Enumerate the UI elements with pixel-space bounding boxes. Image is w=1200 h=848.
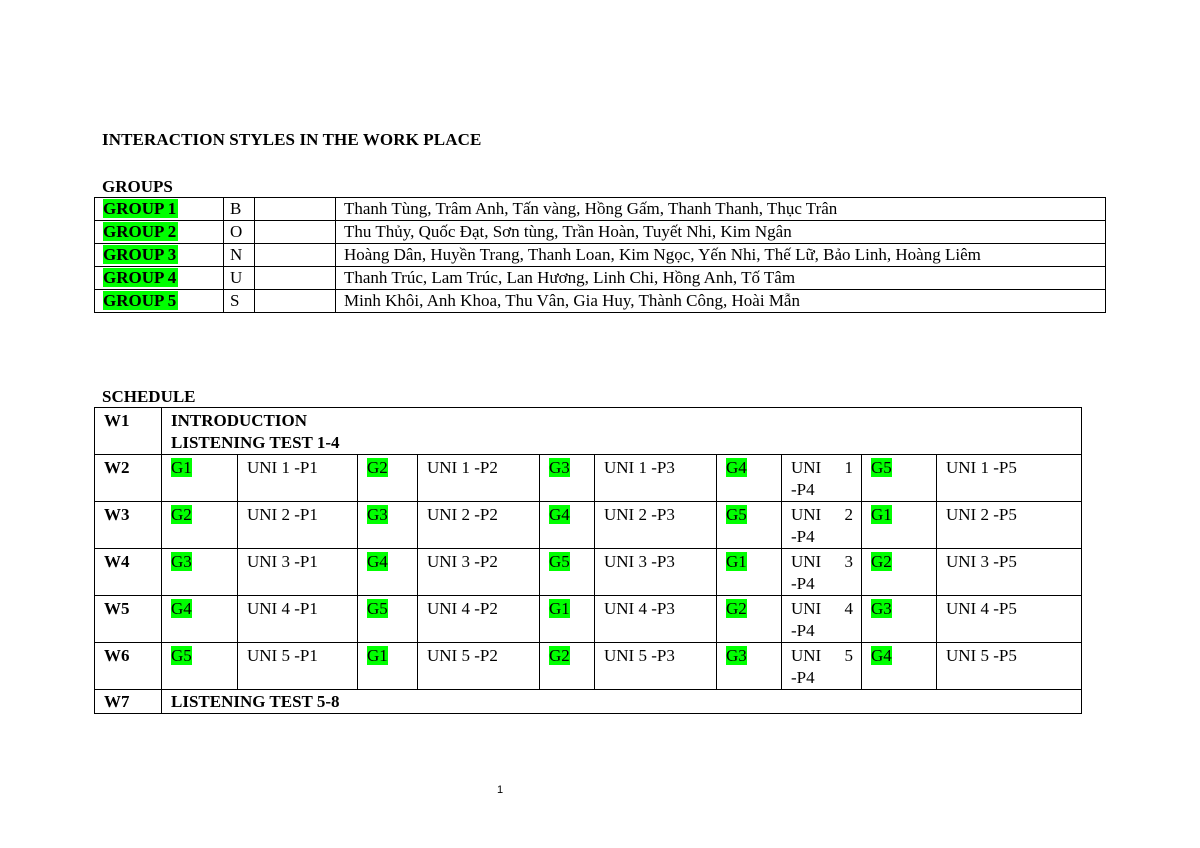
group-code: G1 — [871, 505, 892, 524]
unit-part: -P4 — [791, 668, 815, 687]
unit-word: UNI — [791, 552, 822, 571]
groups-heading: GROUPS — [102, 177, 173, 196]
unit-label: UNI 2 -P5 — [946, 505, 1017, 524]
bonus-letter-cell — [224, 244, 255, 267]
group-code-cell — [540, 455, 595, 502]
unit-cell — [238, 455, 358, 502]
unit-cell — [595, 455, 717, 502]
group-code: G1 — [726, 552, 747, 571]
unit-cell — [782, 596, 862, 643]
unit-cell — [782, 502, 862, 549]
unit-number: 2 — [844, 505, 853, 524]
group-row — [95, 221, 1106, 244]
unit-label: UNI 1 -P1 — [247, 458, 318, 477]
group-code: G3 — [171, 552, 192, 571]
unit-label: UNI 3 -P1 — [247, 552, 318, 571]
unit-cell — [418, 502, 540, 549]
bonus-score-cell — [255, 221, 336, 244]
week-label: W3 — [95, 502, 162, 549]
unit-cell — [418, 455, 540, 502]
group-code: G1 — [549, 599, 570, 618]
group-code: G4 — [726, 458, 747, 477]
group-code-cell — [358, 596, 418, 643]
group-code: G5 — [367, 599, 388, 618]
unit-label: UNI 5 -P2 — [427, 646, 498, 665]
group-members: Minh Khôi, Anh Khoa, Thu Vân, Gia Huy, Thành Công, Hoài Mẫn — [336, 290, 1106, 313]
unit-part: -P4 — [791, 527, 815, 546]
group-code: G3 — [549, 458, 570, 477]
unit-label: UNI 3 -P5 — [946, 552, 1017, 571]
group-code-cell — [162, 643, 238, 690]
group-code: G4 — [367, 552, 388, 571]
unit-cell — [782, 643, 862, 690]
week-label: W1 — [95, 408, 162, 455]
unit-word: UNI — [791, 505, 822, 524]
groups-table — [94, 197, 1106, 313]
unit-label: UNI 5 -P5 — [946, 646, 1017, 665]
unit-number: 5 — [844, 646, 853, 665]
group-code: G2 — [171, 505, 192, 524]
group-code: G4 — [549, 505, 570, 524]
bonus-score-cell — [255, 198, 336, 221]
week-activity: LISTENING TEST 5-8 — [162, 690, 1082, 714]
unit-label: UNI 2 -P3 — [604, 505, 675, 524]
group-code: G2 — [549, 646, 570, 665]
unit-cell — [238, 549, 358, 596]
unit-part: -P4 — [791, 574, 815, 593]
group-code: G1 — [367, 646, 388, 665]
unit-cell — [595, 549, 717, 596]
group-row — [95, 290, 1106, 313]
group-members: Hoàng Dân, Huyền Trang, Thanh Loan, Kim Ngọc, Yến Nhi, Thế Lữ, Bảo Linh, Hoàng Liêm — [336, 244, 1106, 267]
page-number: 1 — [497, 784, 504, 796]
schedule-row-w1 — [95, 408, 1082, 455]
unit-label: UNI 4 -P3 — [604, 599, 675, 618]
week-label: W4 — [95, 549, 162, 596]
bonus-letter-cell — [224, 198, 255, 221]
activity-line: INTRODUCTION — [171, 411, 308, 430]
group-code: G4 — [171, 599, 192, 618]
unit-part: -P4 — [791, 621, 815, 640]
group-code-cell — [540, 502, 595, 549]
unit-cell — [782, 455, 862, 502]
unit-cell — [418, 643, 540, 690]
group-code-cell — [162, 455, 238, 502]
group-members: Thanh Tùng, Trâm Anh, Tấn vàng, Hồng Gấm, Thanh Thanh, Thục Trân — [336, 198, 1106, 221]
group-code-cell — [717, 643, 782, 690]
unit-label: UNI 1 -P5 — [946, 458, 1017, 477]
unit-number: 3 — [844, 552, 853, 571]
group-code-cell — [717, 502, 782, 549]
unit-label: UNI 2 -P2 — [427, 505, 498, 524]
bonus-letter: N — [230, 245, 243, 264]
group-row — [95, 198, 1106, 221]
group-code: G2 — [726, 599, 747, 618]
group-name-cell — [95, 290, 224, 313]
unit-number: 1 — [844, 458, 853, 477]
unit-word: UNI — [791, 458, 822, 477]
group-code: G5 — [871, 458, 892, 477]
bonus-letter-cell — [224, 221, 255, 244]
group-code: G1 — [171, 458, 192, 477]
activity-line: LISTENING TEST 1-4 — [171, 433, 340, 452]
group-row — [95, 267, 1106, 290]
group-code: G5 — [549, 552, 570, 571]
group-code: G3 — [871, 599, 892, 618]
schedule-row-w4 — [95, 549, 1082, 596]
schedule-row-w6 — [95, 643, 1082, 690]
group-code-cell — [717, 455, 782, 502]
group-code-cell — [358, 502, 418, 549]
group-code-cell — [862, 643, 937, 690]
week-label: W2 — [95, 455, 162, 502]
group-code: G4 — [871, 646, 892, 665]
group-name-cell — [95, 267, 224, 290]
bonus-letter: B — [230, 199, 242, 218]
group-code-cell — [162, 502, 238, 549]
group-code-cell — [862, 455, 937, 502]
unit-cell — [937, 455, 1082, 502]
group-members: Thanh Trúc, Lam Trúc, Lan Hương, Linh Chi, Hồng Anh, Tố Tâm — [336, 267, 1106, 290]
bonus-score-cell — [255, 290, 336, 313]
schedule-row-w5 — [95, 596, 1082, 643]
group-code-cell — [358, 549, 418, 596]
bonus-letter-cell — [224, 290, 255, 313]
group-members: Thu Thủy, Quốc Đạt, Sơn tùng, Trần Hoàn, Tuyết Nhi, Kim Ngân — [336, 221, 1106, 244]
group-code: G3 — [726, 646, 747, 665]
schedule-heading: SCHEDULE — [102, 387, 196, 406]
week-label: W5 — [95, 596, 162, 643]
unit-word: UNI — [791, 599, 822, 618]
unit-number: 4 — [844, 599, 853, 618]
group-name-cell — [95, 244, 224, 267]
unit-label: UNI 3 -P3 — [604, 552, 675, 571]
bonus-letter-cell — [224, 267, 255, 290]
week-label: W6 — [95, 643, 162, 690]
group-code: G5 — [171, 646, 192, 665]
group-code-cell — [717, 596, 782, 643]
unit-cell — [595, 643, 717, 690]
unit-label: UNI 2 -P1 — [247, 505, 318, 524]
unit-label: UNI 4 -P1 — [247, 599, 318, 618]
unit-cell — [937, 596, 1082, 643]
unit-label: UNI 5 -P3 — [604, 646, 675, 665]
schedule-table — [94, 407, 1082, 714]
unit-label: UNI 1 -P2 — [427, 458, 498, 477]
unit-cell — [937, 549, 1082, 596]
unit-cell — [595, 502, 717, 549]
group-code-cell — [358, 643, 418, 690]
group-code-cell — [358, 455, 418, 502]
group-name: GROUP 5 — [103, 291, 177, 310]
group-code: G5 — [726, 505, 747, 524]
group-name: GROUP 1 — [103, 199, 177, 218]
week-label: W7 — [95, 690, 162, 714]
group-name: GROUP 2 — [103, 222, 177, 241]
unit-label: UNI 3 -P2 — [427, 552, 498, 571]
unit-label: UNI 4 -P2 — [427, 599, 498, 618]
unit-word: UNI — [791, 646, 822, 665]
group-code-cell — [540, 643, 595, 690]
unit-cell — [782, 549, 862, 596]
group-code-cell — [162, 596, 238, 643]
unit-cell — [238, 502, 358, 549]
unit-cell — [418, 596, 540, 643]
group-code-cell — [862, 549, 937, 596]
schedule-row-w7 — [95, 690, 1082, 714]
bonus-score-cell — [255, 244, 336, 267]
unit-label: UNI 1 -P3 — [604, 458, 675, 477]
unit-cell — [418, 549, 540, 596]
schedule-row-w3 — [95, 502, 1082, 549]
group-code-cell — [717, 549, 782, 596]
group-name-cell — [95, 221, 224, 244]
unit-part: -P4 — [791, 480, 815, 499]
group-code: G3 — [367, 505, 388, 524]
bonus-letter: O — [230, 222, 243, 241]
bonus-letter: U — [230, 268, 243, 287]
unit-cell — [595, 596, 717, 643]
group-name: GROUP 4 — [103, 268, 177, 287]
group-code-cell — [162, 549, 238, 596]
bonus-score-cell — [255, 267, 336, 290]
schedule-row-w2 — [95, 455, 1082, 502]
unit-label: UNI 4 -P5 — [946, 599, 1017, 618]
group-code-cell — [540, 549, 595, 596]
unit-cell — [937, 643, 1082, 690]
unit-cell — [238, 643, 358, 690]
group-code-cell — [862, 596, 937, 643]
group-code: G2 — [871, 552, 892, 571]
group-name: GROUP 3 — [103, 245, 177, 264]
group-row — [95, 244, 1106, 267]
unit-cell — [937, 502, 1082, 549]
group-code: G2 — [367, 458, 388, 477]
bonus-letter: S — [230, 291, 240, 310]
document-title: INTERACTION STYLES IN THE WORK PLACE — [102, 130, 482, 149]
group-code-cell — [540, 596, 595, 643]
week-activity — [162, 408, 1082, 455]
group-code-cell — [862, 502, 937, 549]
unit-label: UNI 5 -P1 — [247, 646, 318, 665]
unit-cell — [238, 596, 358, 643]
group-name-cell — [95, 198, 224, 221]
